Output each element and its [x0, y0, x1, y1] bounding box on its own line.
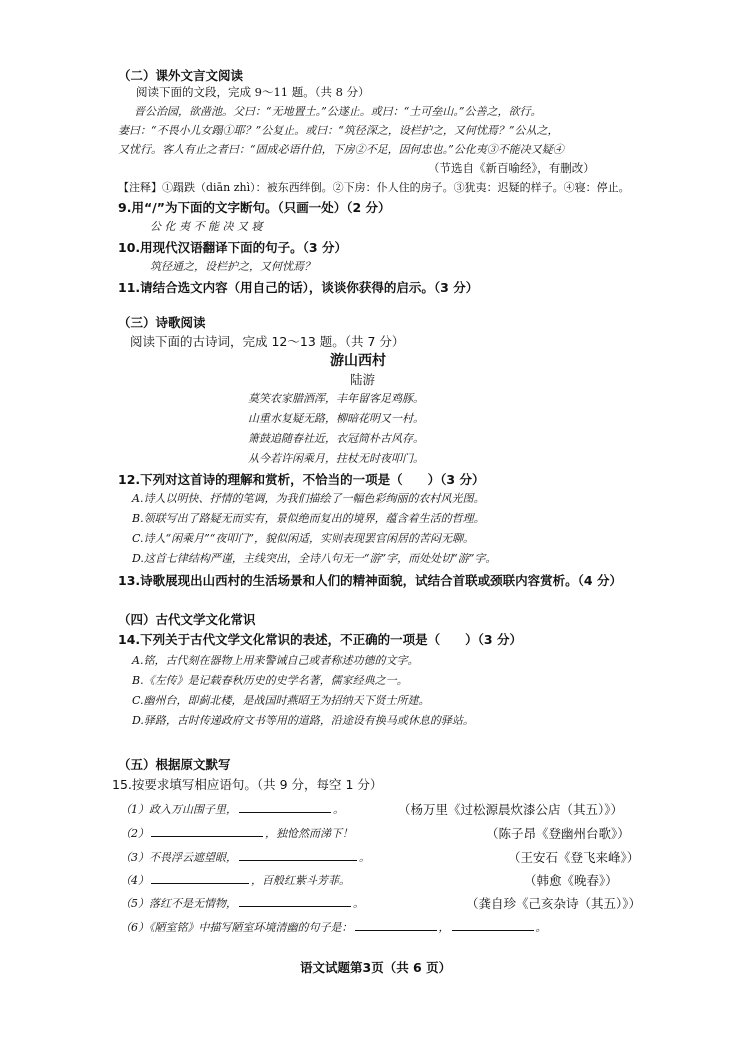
- fill-item-5-post: 。: [353, 897, 364, 910]
- question-14-option-c: C.幽州台，即蓟北楼，是战国时燕昭王为招纳天下贤士所建。: [132, 694, 430, 707]
- fill-item-5: [120, 894, 364, 910]
- section3-instruction: 阅读下面的古诗词，完成 12～13 题。（共 7 分）: [130, 334, 405, 349]
- question-15: 15.按要求填写相应语句。（共 9 分，每空 1 分）: [112, 777, 383, 792]
- fill-item-1-source: （杨万里《过松源晨炊漆公店（其五）》）: [398, 802, 624, 817]
- fill-item-1: [120, 800, 344, 816]
- question-13: 13.诗歌展现出山西村的生活场景和人们的精神面貌，试结合首联或颈联内容赏析。（4 分）: [118, 573, 622, 588]
- fill-item-6: [120, 918, 547, 934]
- question-14: 14.下列关于古代文学文化常识的表述，不正确的一项是（ ）（3 分）: [118, 632, 522, 647]
- question-14-option-d: D.驿路，古时传递政府文书等用的道路，沿途设有换马或休息的驿站。: [132, 714, 474, 727]
- question-14-option-b: B.《左传》是记载春秋历史的史学名著，儒家经典之一。: [132, 674, 408, 687]
- question-11: 11.请结合选文内容（用自己的话），谈谈你获得的启示。（3 分）: [118, 280, 479, 295]
- poem-line-2: 山重水复疑无路，柳暗花明又一村。: [248, 412, 424, 425]
- page-footer: 语文试题第3页（共 6 页）: [300, 960, 452, 975]
- fill-item-4: [120, 871, 350, 887]
- fill-item-6-post: 。: [535, 921, 547, 934]
- section2-instruction: 阅读下面的文段，完成 9～11 题。（共 8 分）: [136, 85, 370, 99]
- passage-line-3: 又忧行。客人有止之者曰：“固成必语什伯，下房②不足，因何忠也。”公化夷③不能决又疑④: [118, 143, 564, 156]
- question-14-option-a: A.铭，古代刻在器物上用来警诫自己或者称述功德的文字。: [132, 654, 419, 667]
- answer-blank[interactable]: [355, 918, 437, 931]
- answer-blank[interactable]: [239, 894, 351, 907]
- question-12: 12.下列对这首诗的理解和赏析，不恰当的一项是（ ）（3 分）: [118, 472, 485, 487]
- poem-line-1: 莫笑农家腊酒浑，丰年留客足鸡豚。: [248, 392, 424, 405]
- question-9-text: 公 化 夷 不 能 决 又 寝: [150, 220, 263, 233]
- answer-blank[interactable]: [239, 800, 331, 813]
- poem-line-4: 从今若许闲乘月，拄杖无时夜叩门。: [248, 452, 424, 465]
- section2-title: （二）课外文言文阅读: [118, 68, 244, 83]
- question-9: 9.用“/”为下面的文字断句。（只画一处）（2 分）: [118, 200, 391, 215]
- fill-item-4-source: （韩愈《晚春》）: [524, 873, 618, 888]
- fill-item-2: [120, 824, 353, 840]
- poem-author: 陆游: [350, 372, 376, 387]
- section4-title: （四）古代文学文化常识: [118, 612, 256, 627]
- poem-title: 游山西村: [330, 353, 386, 369]
- poem-line-3: 箫鼓追随春社近，衣冠简朴古风存。: [248, 432, 424, 445]
- passage-notes: 【注释】①蹋跌（diān zhì）：被东西绊倒。②下房：仆人住的房子。③犹夷：迟疑的样子。④寝：停止。: [118, 181, 630, 194]
- passage-source: （节选自《新百喻经》，有删改）: [428, 161, 595, 175]
- fill-item-1-post: 。: [333, 803, 344, 816]
- fill-item-1-pre: （1）政入万山围子里，: [120, 803, 237, 816]
- question-12-option-b: B.领联写出了路疑无而实有，景似绝而复出的境界，蕴含着生活的哲理。: [132, 512, 485, 525]
- fill-item-5-pre: （5）落红不是无情物，: [120, 897, 237, 910]
- question-10-text: 筑径通之，设栏护之，又何忧焉？: [150, 260, 315, 273]
- fill-item-6-pre: （6）《陋室铭》中描写陋室环境清幽的句子是：: [120, 921, 353, 934]
- fill-item-6-mid: ，: [438, 921, 450, 934]
- passage-line-1: 晋公治园，欲凿池。父曰：“无地置土。”公遂止。或曰：“土可垒山。”公善之，欲行。: [134, 105, 542, 118]
- question-12-option-d: D.这首七律结构严谨，主线突出，全诗八句无一“游”字，而处处切“游”字。: [132, 552, 497, 565]
- fill-item-4-post: ，百般红紫斗芳菲。: [251, 874, 350, 887]
- fill-item-3: [120, 848, 370, 864]
- answer-blank[interactable]: [151, 824, 263, 837]
- passage-line-2: 妻曰：“不畏小儿女蹋①耶？”公复止。或曰：“筑径深之，设栏护之，又何忧焉？”公从之，: [118, 124, 559, 137]
- answer-blank[interactable]: [452, 918, 534, 931]
- fill-item-3-source: （王安石《登飞来峰》）: [508, 850, 640, 865]
- fill-item-2-source: （陈子昂《登幽州台歌》）: [486, 826, 630, 841]
- fill-item-4-pre: （4）: [120, 874, 149, 887]
- section3-title: （三）诗歌阅读: [118, 315, 206, 330]
- fill-item-2-post: ，独怆然而涕下！: [265, 827, 353, 840]
- question-12-option-c: C.诗人“闲乘月”“夜叩门”，貌似闲适，实则表现罢官闲居的苦闷无聊。: [132, 532, 475, 545]
- fill-item-3-pre: （3）不畏浮云遮望眼，: [120, 851, 237, 864]
- fill-item-3-post: 。: [359, 851, 370, 864]
- fill-item-5-source: （龚自珍《己亥杂诗（其五）》）: [466, 896, 642, 911]
- question-12-option-a: A.诗人以明快、抒情的笔调，为我们描绘了一幅色彩绚丽的农村风光图。: [132, 492, 485, 505]
- section5-title: （五）根据原文默写: [118, 757, 231, 772]
- answer-blank[interactable]: [239, 848, 357, 861]
- fill-item-2-pre: （2）: [120, 827, 149, 840]
- answer-blank[interactable]: [151, 871, 249, 884]
- question-10: 10.用现代汉语翻译下面的句子。（3 分）: [118, 240, 347, 255]
